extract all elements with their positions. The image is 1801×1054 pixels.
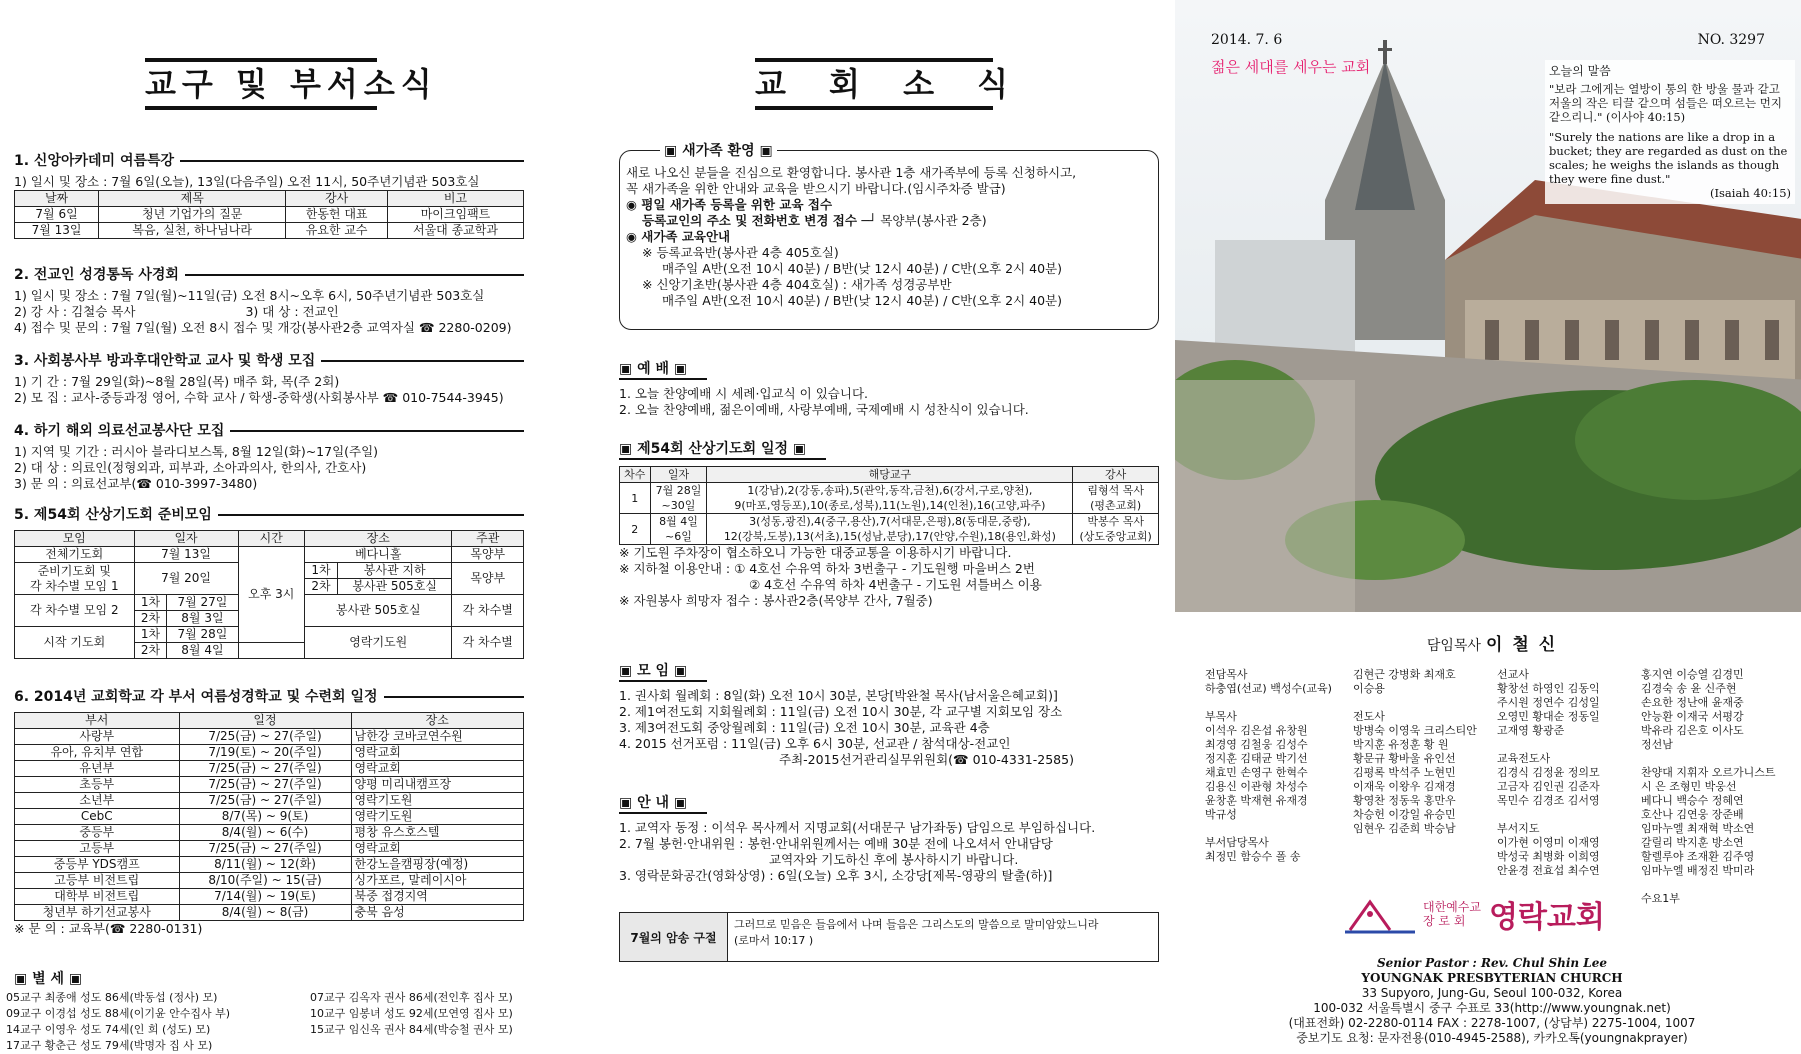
verse-head: 오늘의 말씀	[1549, 64, 1611, 78]
schedule-cell: 중등부 YDS캠프	[15, 857, 180, 873]
schedule-cell: 남한강 코바코연수원	[351, 729, 523, 745]
s7-head: ▣ 별 세 ▣	[14, 971, 83, 987]
s3-head: 3. 사회봉사부 방과후대안학교 교사 및 학생 모집	[14, 360, 524, 382]
staff-line: 손요한 정난애 윤재중	[1641, 696, 1744, 709]
schedule-cell: 북중 접경지역	[351, 889, 523, 905]
left-panel	[0, 0, 590, 1054]
staff-line: 교육전도사	[1497, 752, 1551, 765]
staff-line: 홍지연 이승열 김경민	[1641, 668, 1744, 681]
schedule-row	[15, 889, 524, 905]
staff-line: 선교사	[1497, 668, 1529, 681]
schedule-cell: 8/4(월) ~ 8(금)	[179, 905, 351, 921]
staff-line: 정선남	[1641, 738, 1673, 751]
notice-line3: 교역자와 기도하신 후에 봉사하시기 바랍니다.	[769, 852, 1019, 867]
staff-line: 박성국 최병화 이희영	[1497, 850, 1600, 863]
prayer-note1: ※ 기도원 주차장이 협소하오니 가능한 대중교통을 이용하시기 바랍니다.	[619, 545, 1012, 560]
slogan: 젊은 세대를 세우는 교회	[1211, 58, 1371, 76]
staff-line: 윤창훈 박재현 유재경	[1205, 794, 1308, 807]
eng-pastor: Senior Pastor : Rev. Chul Shin Lee	[1377, 956, 1607, 970]
denomination-2: 장 로 회	[1423, 914, 1466, 928]
staff-line: 황창선 하영인 김동익	[1497, 682, 1600, 695]
s2-head: 2. 전교인 성경통독 사경회	[14, 274, 524, 296]
s4-line3: 3) 문 의 : 의료선교부(☎ 010-3997-3480)	[14, 476, 258, 491]
worship-head: ▣ 예 배 ▣	[619, 358, 707, 380]
s2-line1: 1) 일시 및 장소 : 7월 7일(월)~11일(금) 오전 8시~오후 6시, 50주년기념관 503호실	[14, 288, 485, 303]
staff-line: 부목사	[1205, 710, 1237, 723]
memory-label: 7월의 암송 구절	[620, 913, 728, 961]
staff-line: 황영찬 정동욱 홍만우	[1353, 794, 1456, 807]
welcome-b7: 매주일 A반(오전 10시 40분) / B반(낮 12시 40분) / C반(오후 2시 40분)	[662, 293, 1063, 308]
staff-line: 채효민 손영구 한혁수	[1205, 766, 1308, 779]
staff-line: 전담목사	[1205, 668, 1248, 681]
schedule-cell: 8/7(목) ~ 9(토)	[179, 809, 351, 825]
schedule-cell: 유아, 유치부 연합	[15, 745, 180, 761]
schedule-row	[15, 905, 524, 921]
verse-english-ref: (Isaiah 40:15)	[1709, 186, 1791, 200]
schedule-cell: 양평 미리내캠프장	[351, 777, 523, 793]
schedule-row	[15, 825, 524, 841]
staff-line: 김평록 박석주 노현민	[1353, 766, 1456, 779]
schedule-row	[15, 841, 524, 857]
staff-line: 안윤경 전효섭 최수연	[1497, 864, 1600, 877]
worship-line1: 1. 오늘 찬양예배 시 세례·입교식 이 있습니다.	[619, 386, 868, 401]
staff-col-3	[1497, 668, 1600, 878]
meeting-line5: 주최-2015선거관리실무위원회(☎ 010-4331-2585)	[779, 752, 1074, 767]
s4-line2: 2) 대 상 : 의료인(정형외과, 피부과, 소아과의사, 한의사, 간호사)	[14, 460, 367, 475]
church-logo	[1345, 892, 1605, 936]
staff-col-4	[1641, 668, 1776, 906]
staff-line: 갈릴리 박지훈 방소연	[1641, 836, 1744, 849]
senior-pastor: 담임목사 이 철 신	[1426, 635, 1558, 655]
welcome-b1: ◉ 평일 새가족 등록을 위한 교육 접수	[626, 197, 833, 212]
staff-line: 김경식 김정윤 정의모	[1497, 766, 1600, 779]
s5-head: 5. 제54회 산상기도회 준비모임	[14, 514, 524, 536]
prayer-head: ▣ 제54회 산상기도회 일정 ▣	[619, 438, 826, 460]
bulletin-date: 2014. 7. 6	[1211, 32, 1283, 48]
staff-line	[1497, 738, 1600, 752]
eng-address: 33 Supyoro, Jung-Gu, Seoul 100-032, Korea	[1361, 986, 1623, 1000]
memory-ref: (로마서 10:17 )	[734, 934, 814, 947]
schedule-cell: 싱가포르, 말레이시아	[351, 873, 523, 889]
s5-table: 모임 일자 시간 장소 주관 전체기도회 7월 13일 오후 3시 베다니홀 목양부 준비기도회 및 각 차수별 모임 1 7월 20일 1차 봉사관 지하 목양부 2차 봉사관 505호실 각 차수별 모임 2 1차 7월 27일 봉사관 505호실 각 차수별 2차 8월 3일 시작 기도회 1차 7월 28일 영락기도원 각 차수별 2차 8월 4일	[14, 530, 524, 659]
middle-panel	[605, 0, 1165, 1054]
welcome-b5: 매주일 A반(오전 10시 40분) / B반(낮 12시 40분) / C반(오후 2시 40분)	[662, 261, 1063, 276]
address: 100-032 서울특별시 중구 수표로 33(http://www.youngnak.net)	[1313, 1001, 1671, 1015]
schedule-row	[15, 729, 524, 745]
s4-line1: 1) 지역 및 기간 : 러시아 블라디보스톡, 8월 12일(화)~17일(주일)	[14, 444, 379, 459]
staff-line: 정지훈 김태균 박기선	[1205, 752, 1308, 765]
meeting-line3: 3. 제3여전도회 중앙월례회 : 11일(금) 오전 10시 30분, 교육관 4층	[619, 720, 990, 735]
obituary-item: 05교구 최종애 성도 86세(박동섭 (정사) 모)	[6, 991, 218, 1004]
today-verse	[1545, 60, 1795, 204]
staff-line: 안능환 이재국 서평강	[1641, 710, 1744, 723]
welcome-line2: 꼭 새가족을 위한 안내와 교육을 받으시기 바랍니다.(임시주차증 발급)	[626, 181, 1006, 196]
staff-line: 이승용	[1353, 682, 1385, 695]
meeting-line1: 1. 권사회 월례회 : 8일(화) 오전 10시 30분, 본당[박완철 목사(남서울은혜교회)]	[619, 688, 1058, 703]
staff-line: 김용신 이관형 차성수	[1205, 780, 1308, 793]
prayer-note2: ※ 지하철 이용안내 : ① 4호선 수유역 하차 3번출구 - 기도원행 마을버스 2번	[619, 561, 1035, 576]
staff-line	[1497, 808, 1600, 822]
schedule-cell: 7/25(금) ~ 27(주일)	[179, 761, 351, 777]
schedule-cell: 8/4(월) ~ 6(수)	[179, 825, 351, 841]
staff-line	[1205, 822, 1332, 836]
notice-line4: 3. 영락문화공간(영화상영) : 6일(오늘) 오후 3시, 소강당[제목-영광의 탈출(하)]	[619, 868, 1053, 883]
prayer-table: 차수 일자 해당교구 강사 1 7월 28일 ~30일 1(강남),2(강동,송파),5(관악,동작,금천),6(강서,구로,양천), 9(마포,영등포),10(종로,성북),11(노원),14(인천),16(고양,파주) 림형석 목사 (평촌교회) 2 8월 4일 ~6일 3(성동,광진),4(중구,용산),7(서대문,은평),8(동대문,중랑), 12(강북,도봉),13(서초),15(성남,분당),17(안양,수원),18(용인,화성) 박봉수 목사 (상도중앙교회)	[619, 466, 1159, 545]
staff-line: 방병숙 이영욱 크리스티안	[1353, 724, 1477, 737]
staff-line: 임마누엘 배정진 박미라	[1641, 864, 1755, 877]
welcome-b2: 등록교인의 주소 및 전화번호 변경 접수 ─┘ 목양부(봉사관 2층)	[642, 213, 987, 228]
schedule-cell: 청년부 하기선교봉사	[15, 905, 180, 921]
schedule-cell: 한강노을캠핑장(예정)	[351, 857, 523, 873]
schedule-cell: 7/25(금) ~ 27(주일)	[179, 841, 351, 857]
obituary-item: 10교구 임봉녀 성도 92세(모연영 집사 모)	[310, 1007, 513, 1020]
telephone: (대표전화) 02-2280-0114 FAX : 2278-1007, (상담부) 2275-1004, 1007	[1288, 1016, 1696, 1030]
schedule-cell: 영락교회	[351, 745, 523, 761]
worship-line2: 2. 오늘 찬양예배, 젊은이예배, 사랑부예배, 국제예배 시 성찬식이 있습니다.	[619, 402, 1029, 417]
staff-line: 최경영 김철웅 김성수	[1205, 738, 1308, 751]
staff-line: 부서담당목사	[1205, 836, 1269, 849]
schedule-cell: 대학부 비전트립	[15, 889, 180, 905]
memory-verse-box	[619, 912, 1159, 962]
schedule-row	[15, 809, 524, 825]
obituary-item: 09교구 이경섭 성도 88세(이기윤 안수집사 부)	[6, 1007, 231, 1020]
staff-line: 고재영 황광준	[1497, 724, 1565, 737]
staff-line: 하충엽(선교) 백성수(교육)	[1205, 682, 1332, 695]
obituary-item: 17교구 황춘근 성도 79세(박명자 집 사 모)	[6, 1039, 213, 1052]
schedule-cell: 고등부	[15, 841, 180, 857]
staff-line	[1641, 752, 1776, 766]
schedule-cell: 7/19(토) ~ 20(주일)	[179, 745, 351, 761]
verse-korean: "보라 그에게는 열방이 통의 한 방울 물과 같고 저울의 작은 티끌 같으며 섬들은 떠오르는 먼지 같으리니." (이사야 40:15)	[1549, 82, 1783, 124]
staff-line: 임현우 김준희 박승남	[1353, 822, 1456, 835]
prayer-note4: ※ 자원봉사 희망자 접수 : 봉사관2층(목양부 간사, 7월중)	[619, 593, 933, 608]
schedule-cell: 영락기도원	[351, 793, 523, 809]
welcome-head: ▣ 새가족 환영 ▣	[660, 142, 777, 160]
schedule-row	[15, 857, 524, 873]
notice-line2: 2. 7월 봉헌·안내위원 : 봉헌·안내위원께서는 예배 30분 전에 나오셔서 안내담당	[619, 836, 1053, 851]
staff-line: 할렐루야 조재환 김주영	[1641, 850, 1755, 863]
church-info	[1175, 956, 1801, 1046]
bulletin-number: NO. 3297	[1697, 32, 1765, 48]
schedule-cell: 7/25(금) ~ 27(주일)	[179, 729, 351, 745]
prayer-request: 중보기도 요청: 문자전용(010-4945-2588), 카카오톡(youngnakprayer)	[1296, 1031, 1688, 1045]
meeting-line2: 2. 제1여전도회 지회월례회 : 11일(금) 오전 10시 30분, 각 교구별 지회모임 장소	[619, 704, 1063, 719]
welcome-b3: ◉ 새가족 교육안내	[626, 229, 731, 244]
schedule-row	[15, 745, 524, 761]
staff-line: 박유라 김은호 이사도	[1641, 724, 1744, 737]
staff-line: 주시원 정연수 김성일	[1497, 696, 1600, 709]
staff-line: 이석우 김은섭 유창원	[1205, 724, 1308, 737]
s1-head: 1. 신앙아카데미 여름특강	[14, 160, 524, 182]
staff-line: 박지훈 유정훈 황 원	[1353, 738, 1449, 751]
staff-line: 박규성	[1205, 808, 1237, 821]
schedule-cell: 7/14(월) ~ 19(토)	[179, 889, 351, 905]
prayer-note3: ② 4호선 수유역 하차 4번출구 - 기도원 셔틀버스 이용	[749, 577, 1042, 592]
schedule-cell: 7/25(금) ~ 27(주일)	[179, 793, 351, 809]
s3-line1: 1) 기 간 : 7월 29일(화)~8월 28일(목) 매주 화, 목(주 2회)	[14, 374, 340, 389]
schedule-row	[15, 873, 524, 889]
s6-contact: ※ 문 의 : 교육부(☎ 2280-0131)	[14, 921, 203, 936]
staff-line: 호산나 김연웅 장준배	[1641, 808, 1744, 821]
left-title: 교구 및 부서소식	[145, 58, 377, 110]
s3-line2: 2) 모 집 : 교사-중등과정 영어, 수학 교사 / 학생-중학생(사회봉사부 ☎ 010-7544-3945)	[14, 390, 504, 405]
staff-line: 찬양대 지휘자 오르가니스트	[1641, 766, 1776, 779]
notice-line1: 1. 교역자 동정 : 이석우 목사께서 지명교회(서대문구 남가좌동) 담임으로 부임하십니다.	[619, 820, 1096, 835]
obituary-item: 15교구 임신옥 권사 84세(박승철 권사 모)	[310, 1023, 513, 1036]
staff-line	[1205, 696, 1332, 710]
obituary-item: 07교구 김옥자 권사 86세(전인후 집사 모)	[310, 991, 513, 1004]
schedule-cell: 유년부	[15, 761, 180, 777]
staff-line: 이재욱 이왕우 김재경	[1353, 780, 1456, 793]
schedule-cell: 고등부 비전트립	[15, 873, 180, 889]
welcome-line1: 새로 나오신 분들을 진심으로 환영합니다. 봉사관 1층 새가족부에 등록 신청하시고,	[626, 165, 1077, 180]
church-logo-icon	[1345, 894, 1415, 934]
staff-line: 수요1부	[1641, 892, 1680, 905]
notice-head: ▣ 안 내 ▣	[619, 792, 707, 814]
s2-line2: 2) 강 사 : 김철승 목사 3) 대 상 : 전교인	[14, 304, 339, 319]
denomination-1: 대한예수교	[1423, 900, 1481, 914]
staff-col-2	[1353, 668, 1477, 836]
staff-line: 베다니 백승수 정혜연	[1641, 794, 1744, 807]
church-name: 영락교회	[1488, 900, 1605, 935]
staff-col-1	[1205, 668, 1332, 864]
schedule-cell: 사랑부	[15, 729, 180, 745]
right-panel	[1175, 0, 1801, 1054]
welcome-box	[619, 143, 1159, 330]
schedule-cell: 7/25(금) ~ 27(주일)	[179, 777, 351, 793]
staff-line: 목민수 김경조 김서영	[1497, 794, 1600, 807]
meeting-line4: 4. 2015 선거포럼 : 11일(금) 오후 6시 30분, 선교관 / 참석대상-전교인	[619, 736, 1011, 751]
s6-table: 부서 일정 장소 사랑부 7/25(금) ~ 27(주일) 남한강 코바코연수원 유아, 유치부 연합 7/19(토) ~ 20(주일) 영락교회 유년부 7/25(금) ~ 27(주일) 영락교회 초등부 7/25(금) ~ 27(주일) 양평 미리내캠프장 소년부 7/25(금) ~ 27(주일) 영락기도원 CebC 8/7(목) ~ 9(토) 영락기도원 중등부 8/4(월) ~ 6(수) 평창 유스호스텔 고등부 7/25(금) ~ 27(주일) 영락교회 중등부 YDS캠프 8/11(월) ~ 12(화) 한강노을캠핑장(예정) 고등부 비전트립 8/10(주일) ~ 15(금) 싱가포르, 말레이시아 대학부 비전트립 7/14(월) ~ 19(토) 북중 접경지역 청년부 하기선교봉사 8/4(월) ~ 8(금) 충북 음성	[14, 712, 524, 921]
schedule-cell: 평창 유스호스텔	[351, 825, 523, 841]
staff-line: 최정민 함승수 폴 송	[1205, 850, 1301, 863]
s6-head: 6. 2014년 교회학교 각 부서 여름성경학교 및 수련회 일정	[14, 696, 524, 718]
obituary-item: 14교구 이영우 성도 74세(인 희 (성도) 모)	[6, 1023, 211, 1036]
staff-line: 김현근 강병화 최재호	[1353, 668, 1456, 681]
schedule-cell: 초등부	[15, 777, 180, 793]
schedule-row	[15, 793, 524, 809]
staff-line	[1353, 696, 1477, 710]
meeting-head: ▣ 모 임 ▣	[619, 660, 707, 682]
welcome-b6: ※ 신앙기초반(봉사관 4층 404호실) : 새가족 성경공부반	[642, 277, 952, 292]
schedule-cell: 영락교회	[351, 841, 523, 857]
staff-line: 전도사	[1353, 710, 1385, 723]
s2-line3: 4) 접수 및 문의 : 7월 7일(월) 오전 8시 접수 및 개강(봉사관2층 교역자실 ☎ 2280-0209)	[14, 320, 512, 335]
verse-english: "Surely the nations are like a drop in a bucket; they are regarded as dust on the scales; he weighs the islands as though they were fine dust."	[1549, 130, 1788, 186]
staff-line: 시 은 조형민 박웅선	[1641, 780, 1737, 793]
schedule-row	[15, 761, 524, 777]
staff-line	[1641, 878, 1776, 892]
obituary-col-b	[310, 990, 513, 1038]
staff-line: 황문규 황바울 유인선	[1353, 752, 1456, 765]
staff-line: 부서지도	[1497, 822, 1540, 835]
s4-head: 4. 하기 해외 의료선교봉사단 모집	[14, 430, 524, 452]
schedule-cell: 중등부	[15, 825, 180, 841]
staff-line: 김경숙 송 윤 신주현	[1641, 682, 1737, 695]
s1-line1: 1) 일시 및 장소 : 7월 6일(오늘), 13일(다음주일) 오전 11시, 50주년기념관 503호실	[14, 174, 480, 189]
s1-table: 날짜 제목 강사 비고 7월 6일 청년 기업가의 질문 한동헌 대표 마이크임팩트 7월 13일 복음, 실천, 하나님나라 유요한 교수 서울대 종교학과	[14, 190, 524, 239]
schedule-cell: CebC	[15, 809, 180, 825]
schedule-cell: 8/10(주일) ~ 15(금)	[179, 873, 351, 889]
staff-line: 임마누엘 최재혁 박소연	[1641, 822, 1755, 835]
staff-line: 오영민 황대순 정동일	[1497, 710, 1600, 723]
eng-church: YOUNGNAK PRESBYTERIAN CHURCH	[1361, 971, 1623, 985]
staff-line: 이가현 이영미 이재영	[1497, 836, 1600, 849]
obituary-col-a	[6, 990, 230, 1054]
welcome-b4: ※ 등록교육반(봉사관 4층 405호실)	[642, 245, 839, 260]
schedule-cell: 충북 음성	[351, 905, 523, 921]
schedule-cell: 영락기도원	[351, 809, 523, 825]
schedule-cell: 영락교회	[351, 761, 523, 777]
staff-line: 차승헌 이강일 유승민	[1353, 808, 1456, 821]
schedule-row	[15, 777, 524, 793]
schedule-cell: 소년부	[15, 793, 180, 809]
middle-title: 교 회 소 식	[755, 58, 993, 110]
memory-verse: 그러므로 믿음은 들음에서 나며 들음은 그리스도의 말씀으로 말미암았느니라	[734, 918, 1099, 931]
staff-line: 고금자 김인권 김준자	[1497, 780, 1600, 793]
schedule-cell: 8/11(월) ~ 12(화)	[179, 857, 351, 873]
